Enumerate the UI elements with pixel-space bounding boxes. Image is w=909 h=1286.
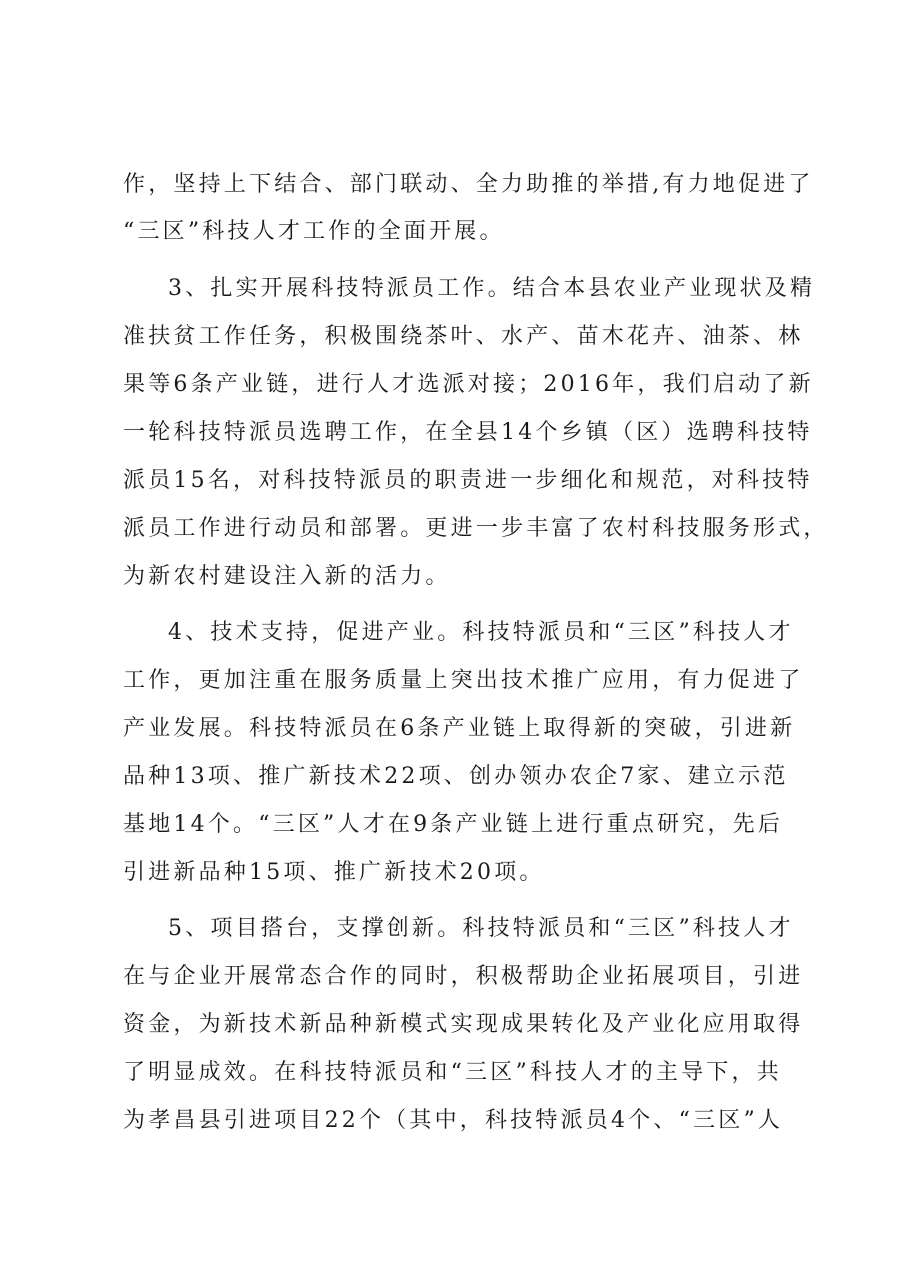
text-line: 一轮科技特派员选聘工作，在全县14个乡镇（区）选聘科技特 xyxy=(123,420,813,445)
text-line: 派员工作进行动员和部署。更进一步丰富了农村科技服务形式， xyxy=(123,516,829,541)
text-line: 作，坚持上下结合、部门联动、全力助推的举措,有力地促进了 xyxy=(123,172,814,197)
paragraph-3-first-line: 3、扎实开展科技特派员工作。结合本县农业产业现状及精 xyxy=(168,276,816,301)
text-line: 产业发展。科技特派员在6条产业链上取得新的突破，引进新 xyxy=(123,716,796,741)
text-line: 果等6条产业链，进行人才选派对接；2016年，我们启动了新 xyxy=(123,372,814,397)
text-line: 品种13项、推广新技术22项、创办领办农企7家、建立示范 xyxy=(123,764,789,789)
paragraph-4-first-line: 4、技术支持，促进产业。科技特派员和“三区”科技人才 xyxy=(168,620,794,645)
text-line: 准扶贫工作任务，积极围绕茶叶、水产、苗木花卉、油茶、林 xyxy=(123,324,804,349)
text-line: 派员15名，对科技特派员的职责进一步细化和规范，对科技特 xyxy=(123,468,813,493)
text-line: 基地14个。“三区”人才在9条产业链上进行重点研究，先后 xyxy=(123,812,784,837)
text-line: 了明显成效。在科技特派员和“三区”科技人才的主导下，共 xyxy=(123,1060,782,1085)
text-line: 为新农村建设注入新的活力。 xyxy=(123,564,451,589)
text-line: 在与企业开展常态合作的同时，积极帮助企业拓展项目，引进 xyxy=(123,964,804,989)
text-line: 为孝昌县引进项目22个（其中，科技特派员4个、“三区”人 xyxy=(123,1108,784,1133)
text-line: 工作，更加注重在服务质量上突出技术推广应用，有力促进了 xyxy=(123,668,804,693)
text-line: 引进新品种15项、推广新技术20项。 xyxy=(123,860,545,885)
text-line: “三区”科技人才工作的全面开展。 xyxy=(123,219,505,244)
paragraph-5-first-line: 5、项目搭台，支撑创新。科技特派员和“三区”科技人才 xyxy=(168,916,794,941)
text-line: 资金，为新技术新品种新模式实现成果转化及产业化应用取得 xyxy=(123,1012,804,1037)
